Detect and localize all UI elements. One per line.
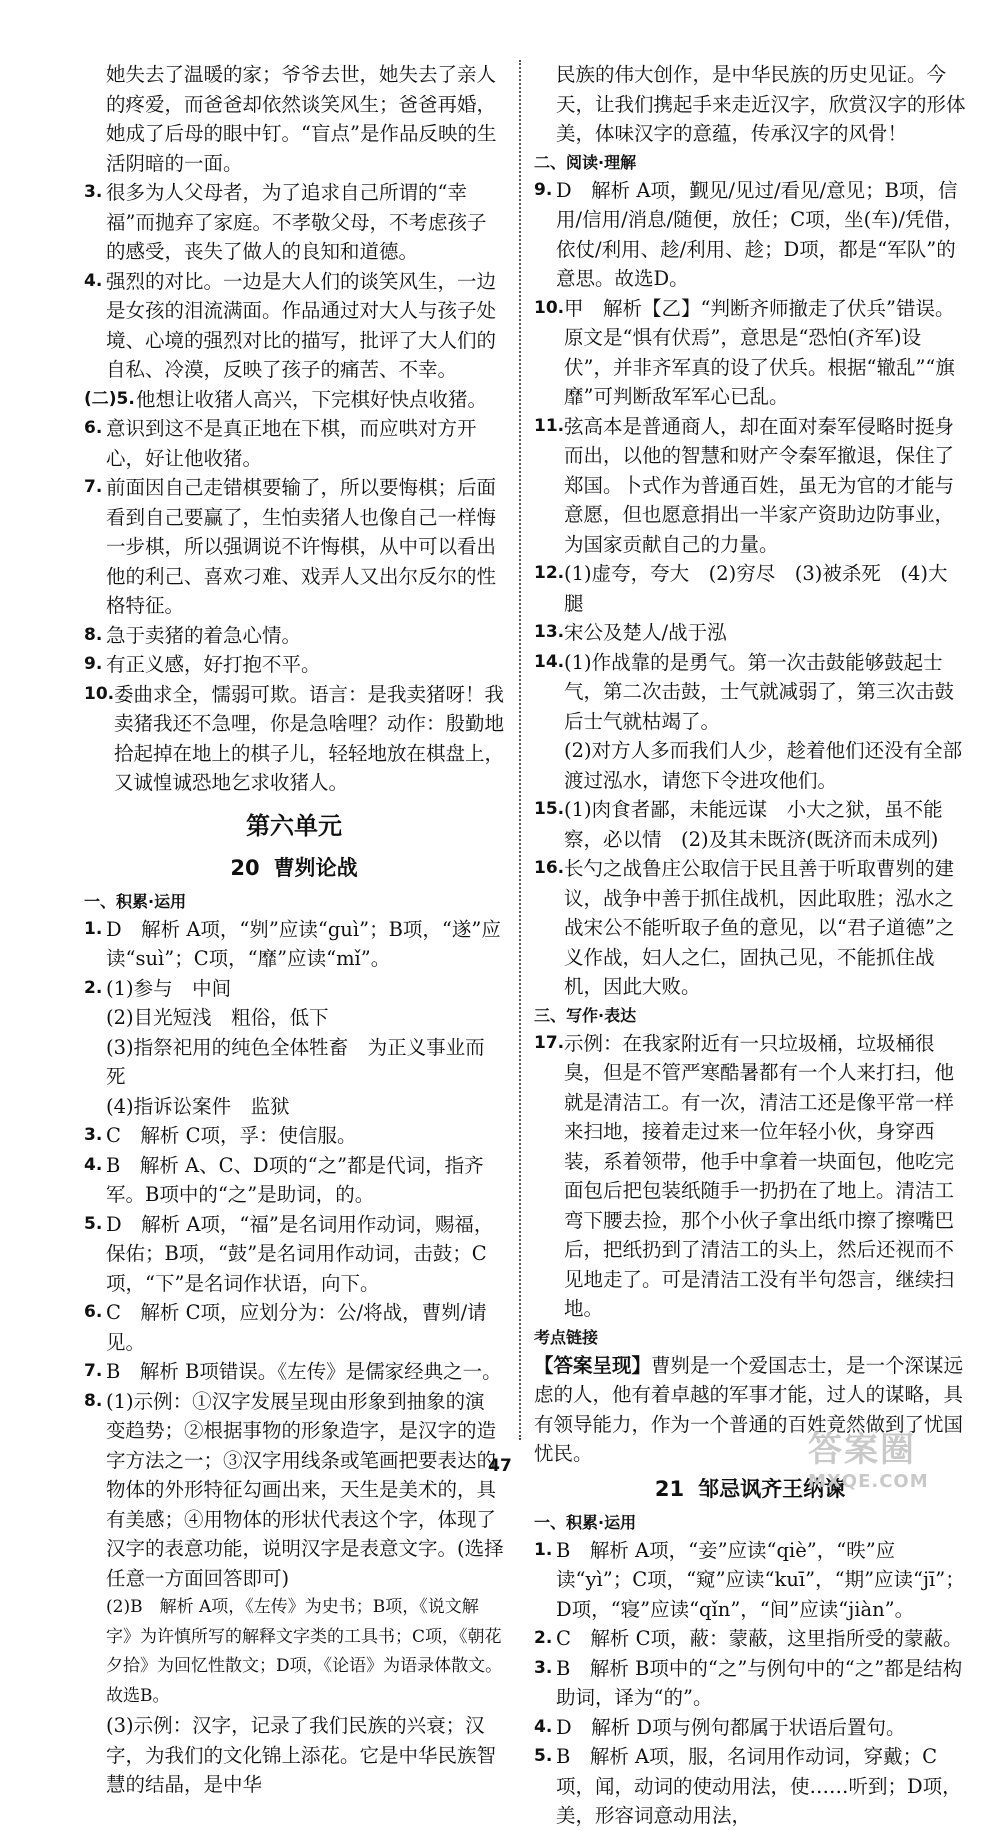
answer-item-2 <box>84 974 504 1122</box>
answer-item <box>534 618 966 648</box>
answer-item <box>84 1151 504 1210</box>
answer-item <box>534 1029 966 1324</box>
item-text: (1)虚夸，夸大 (2)穷尽 (3)被杀死 (4)大腿 <box>564 562 948 615</box>
item-number: 5. <box>84 1213 103 1234</box>
answer-item <box>534 412 966 560</box>
answer-item <box>84 385 504 415</box>
lesson-name: 邹忌讽齐王纳谏 <box>698 1476 846 1501</box>
right-column <box>534 60 966 1831</box>
watermark-url: MXQE.COM <box>808 1471 929 1492</box>
continued-text: 她失去了温暖的家；爷爷去世，她失去了亲人的疼爱，而爸爸却依然谈笑风生；爸爸再婚，她成了后母的眼中钉。“盲点”是作品反映的生活阴暗的一面。 <box>106 63 497 175</box>
item8-part2: (2)B 解析 A项，《左传》为史书；B项，《说文解字》为许慎所写的解释文字类的工具书；C项，《朝花夕拾》为回忆性散文；D项，《论语》为语录体散文。故选B。 <box>106 1597 503 1706</box>
left-answers-a <box>84 178 504 385</box>
answer-item <box>84 1357 504 1387</box>
item-text: 弦高本是普通商人，却在面对秦军侵略时挺身而出，以他的智慧和财产令秦军撤退，保住了郑国。卜式作为普通百姓，虽无为官的才能与意愿，但也愿意捐出一半家产资助边防事业，为国家贡献自己的力量。 <box>564 414 955 556</box>
item-number: 12. <box>534 563 565 583</box>
item-text: (1)肉食者鄙，未能远谋 小大之狱，虽不能察，必以情 (2)及其未既济(既济而未成列) <box>564 798 943 851</box>
lesson-name: 曹刿论战 <box>273 855 358 880</box>
answer-item <box>84 473 504 621</box>
left-answers-d <box>84 1121 504 1387</box>
item-text: 意识到这不是真正地在下棋，而应哄对方开心，好让他收猪。 <box>106 417 477 470</box>
kaodian-heading: 考点链接 <box>534 1327 599 1347</box>
right-answers-d <box>534 1536 966 1831</box>
item-number: 3. <box>534 1657 553 1678</box>
item-number: 13. <box>534 622 565 642</box>
item-text: D 解析 D项与例句都属于状语后置句。 <box>556 1715 906 1739</box>
answer-item <box>84 915 504 974</box>
answer-item <box>534 1713 966 1743</box>
item-number: 16. <box>534 858 565 878</box>
item-number: 2. <box>84 977 103 998</box>
item-text: D 解析 A项，觐见/见过/看见/意见；B项，信用/信用/消息/随便，放任；C项，坐(车)/凭借，依仗/利用、趁/利用、趁；D项，都是“军队”的意思。故选D。 <box>556 178 964 290</box>
answer-item <box>534 854 966 1002</box>
unit-title: 第六单元 <box>246 811 342 840</box>
section-heading: 三、写作·表达 <box>534 1005 637 1025</box>
right-answers-a <box>534 176 966 648</box>
item-text: C 解析 C项，应划分为：公/将战，曹刿/请见。 <box>106 1301 487 1354</box>
item-number: 3. <box>84 1125 103 1145</box>
right-answers-b <box>534 795 966 1002</box>
continued-text: 民族的伟大创作，是中华民族的历史见证。今天，让我们携起手来走近汉字，欣赏汉字的形体美，体味汉字的意蕴，传承汉字的风骨！ <box>556 63 966 145</box>
item-number: 10. <box>534 297 565 318</box>
item-number: 15. <box>534 799 565 819</box>
answer-item <box>84 267 504 385</box>
item-text: C 解析 C项，蔽：蒙蔽，这里指所受的蒙蔽。 <box>556 1627 963 1650</box>
answer-item <box>534 1742 966 1831</box>
item-text: B 解析 A项，“妾”应读“qiè”，“昳”应读“yì”；C项，“窥”应读“kuī”，“期”应读“jī”；D项，“寝”应读“qǐn”，“间”应读“jiàn”。 <box>556 1538 965 1621</box>
answer-item <box>84 1121 504 1151</box>
item-number: 9. <box>534 179 553 200</box>
answer-item-14 <box>534 648 966 796</box>
item-text: 强烈的对比。一边是大人们的谈笑风生，一边是女孩的泪流满面。作品通过对大人与孩子处境、心境的强烈对比的描写，批评了大人们的自私、冷漠，反映了孩子的痛苦、不幸。 <box>106 269 497 381</box>
answer-item <box>84 621 504 651</box>
item8-part1: (1)示例：①汉字发展呈现由形象到抽象的演变趋势；②根据事物的形象造字，是汉字的造字方法之一；③汉字用线条或笔画把要表达的物体的外形特征勾画出来，天生是美术的，具有美感；④用物体的形状代表这个字，体现了汉字的表意功能，说明汉字是表意文字。(选择任意一方面回答即可) <box>106 1389 504 1590</box>
section-heading: 二、阅读·理解 <box>534 152 637 172</box>
item-number: 1. <box>84 918 103 939</box>
item2-line: (2)目光短浅 粗俗，低下 <box>106 1006 329 1029</box>
right-cont-top <box>534 60 966 149</box>
item14-part2: (2)对方人多而我们人少，趁着他们还没有全部渡过泓水，请您下令进攻他们。 <box>564 739 963 792</box>
answer-item <box>84 414 504 473</box>
item-number: 2. <box>534 1628 553 1648</box>
left-column <box>84 60 504 1800</box>
item-text: 宋公及楚人/战于泓 <box>564 621 727 644</box>
answer-item <box>534 294 966 412</box>
item-number: 17. <box>534 1032 565 1053</box>
answer-item <box>84 680 504 798</box>
item-number: 4. <box>534 1716 553 1737</box>
item-number: 1. <box>534 1539 553 1560</box>
item-number: 8. <box>84 1390 103 1411</box>
item-text: 前面因自己走错棋要输了，所以要悔棋；后面看到自己要赢了，生怕卖猪人也像自己一样悔一步棋，所以强调说不许悔棋，从中可以看出他的利己、喜欢刁难、戏弄人又出尔反尔的性格特征。 <box>106 476 497 617</box>
item-number: 8. <box>84 624 103 645</box>
item-number: 7. <box>84 477 103 497</box>
item-text: D 解析 A项，“刿”应读“guì”；B项，“遂”应读“suì”；C项，“靡”应读“mǐ”。 <box>106 917 501 970</box>
left-cont-top <box>84 60 504 178</box>
watermark-logo <box>808 1430 986 1502</box>
item8-part3: (3)示例：汉字，记录了我们民族的兴衰；汉字，为我们的文化锦上添花。它是中华民族智慧的结晶，是中华 <box>106 1714 497 1796</box>
item-text: 急于卖猪的着急心情。 <box>106 623 302 647</box>
lesson-number: 21 <box>654 1476 685 1501</box>
answer-show-label: 【答案呈现】 <box>534 1353 652 1377</box>
item-text: 示例：在我家附近有一只垃圾桶，垃圾桶很臭，但是不管严寒酷暑都有一个人来打扫，他就是清洁工。有一次，清洁工还是像平常一样来扫地，接着走过来一位年轻小伙，身穿西装，系着领带，他手中拿着一块面包，他吃完面包后把包装纸随手一扔扔在了地上。清洁工弯下腰去捡，那个小伙子拿出纸巾擦了擦嘴巴后，把纸扔到了清洁工的头上，然后还视而不见地走了。可是清洁工没有半句怨言，继续扫地。 <box>564 1031 955 1320</box>
item-number: 7. <box>84 1361 103 1381</box>
item-number: 6. <box>84 418 103 438</box>
answer-item <box>84 1210 504 1299</box>
item-number: (二)5. <box>84 388 135 409</box>
item-text: B 解析 B项中的“之”与例句中的“之”都是结构助词，译为“的”。 <box>556 1656 963 1709</box>
item-number: 4. <box>84 270 103 291</box>
lesson-number: 20 <box>230 855 260 880</box>
lesson-20-title <box>84 848 504 888</box>
answer-item <box>84 650 504 680</box>
item-number: 6. <box>84 1302 103 1322</box>
item-text: 有正义感，好打抱不平。 <box>106 653 321 676</box>
item-text: 长勺之战鲁庄公取信于民且善于听取曹刿的建议，战争中善于抓住战机，因此取胜；泓水之战宋公不能听取子鱼的意见，以“君子道德”之义作战，妇人之仁，固执己见，不能抓住战机，因此大败。 <box>564 857 955 998</box>
answer-item <box>534 1654 966 1713</box>
page-number: 47 <box>488 1456 512 1476</box>
answer-item <box>534 795 966 854</box>
item-number: 5. <box>534 1746 553 1766</box>
answer-item <box>84 178 504 267</box>
item-text: B 解析 A项，服，名词用作动词，穿戴；C项，闻，动词的使动用法，使……听到；D项，美，形容词意动用法， <box>556 1745 962 1827</box>
answer-item <box>534 1536 966 1625</box>
item-text: 委曲求全，懦弱可欺。语言：是我卖猪呀！我卖猪我还不急哩，你是急啥哩？动作：殷勤地拾起掉在地上的棋子儿，轻轻地放在棋盘上，又诚惶诚恐地乞求收猪人。 <box>114 682 505 794</box>
answer-item <box>534 559 966 618</box>
item-text: 他想让收猪人高兴，下完棋好快点收猪。 <box>136 387 488 411</box>
item-text: B 解析 B项错误。《左传》是儒家经典之一。 <box>106 1360 502 1383</box>
item2-line: (3)指祭祀用的纯色全体牲畜 为正义事业而死 <box>106 1035 485 1088</box>
left-answers-c <box>84 915 504 974</box>
answer-item <box>534 176 966 294</box>
answer-item <box>84 1298 504 1357</box>
item14-part1: (1)作战靠的是勇气。第一次击鼓能够鼓起士气，第二次击鼓，士气就减弱了，第三次击鼓后士气就枯竭了。 <box>564 650 955 733</box>
item-number: 4. <box>84 1154 103 1175</box>
item-number: 9. <box>84 654 103 674</box>
item-number: 10. <box>84 683 115 704</box>
item-text: B 解析 A、C、D项的“之”都是代词，指齐军。B项中的“之”是助词，的。 <box>106 1153 484 1206</box>
answer-item <box>534 1624 966 1654</box>
item-text: C 解析 C项，孚：使信服。 <box>106 1124 357 1147</box>
item-number: 14. <box>534 651 565 672</box>
item2-line: (4)指诉讼案件 监狱 <box>106 1094 290 1118</box>
item-number: 3. <box>84 182 103 202</box>
section-heading: 一、积累·运用 <box>534 1512 637 1532</box>
item-text: 甲 解析【乙】“判断齐师撤走了伏兵”错误。原文是“惧有伏焉”，意思是“恐怕(齐军)设伏”，并非齐军真的设了伏兵。根据“辙乱”“旗靡”可判断敌军军心已乱。 <box>564 296 955 408</box>
item-text: 很多为人父母者，为了追求自己所谓的“幸福”而抛弃了家庭。不孝敬父母，不考虑孩子的感受，丧失了做人的良知和道德。 <box>106 181 487 263</box>
item-number: 11. <box>534 415 565 436</box>
left-answers-b <box>84 385 504 798</box>
watermark-text: 答案圈 <box>808 1430 916 1470</box>
answer-item-8 <box>84 1387 504 1800</box>
item2-line: (1)参与 中间 <box>106 976 232 1000</box>
item-text: D 解析 A项，“福”是名词用作动词，赐福，保佑；B项，“鼓”是名词用作动词，击鼓；C项，“下”是名词作状语，向下。 <box>106 1212 494 1295</box>
column-divider <box>519 60 521 1440</box>
answer-show-text: 曹刿是一个爱国志士，是一个深谋远虑的人，他有着卓越的军事才能，过人的谋略，具有领导能力，作为一个普通的百姓竟然做到了忧国忧民。 <box>534 1353 964 1465</box>
section-heading: 一、积累·运用 <box>84 891 187 911</box>
right-answers-c <box>534 1029 966 1324</box>
